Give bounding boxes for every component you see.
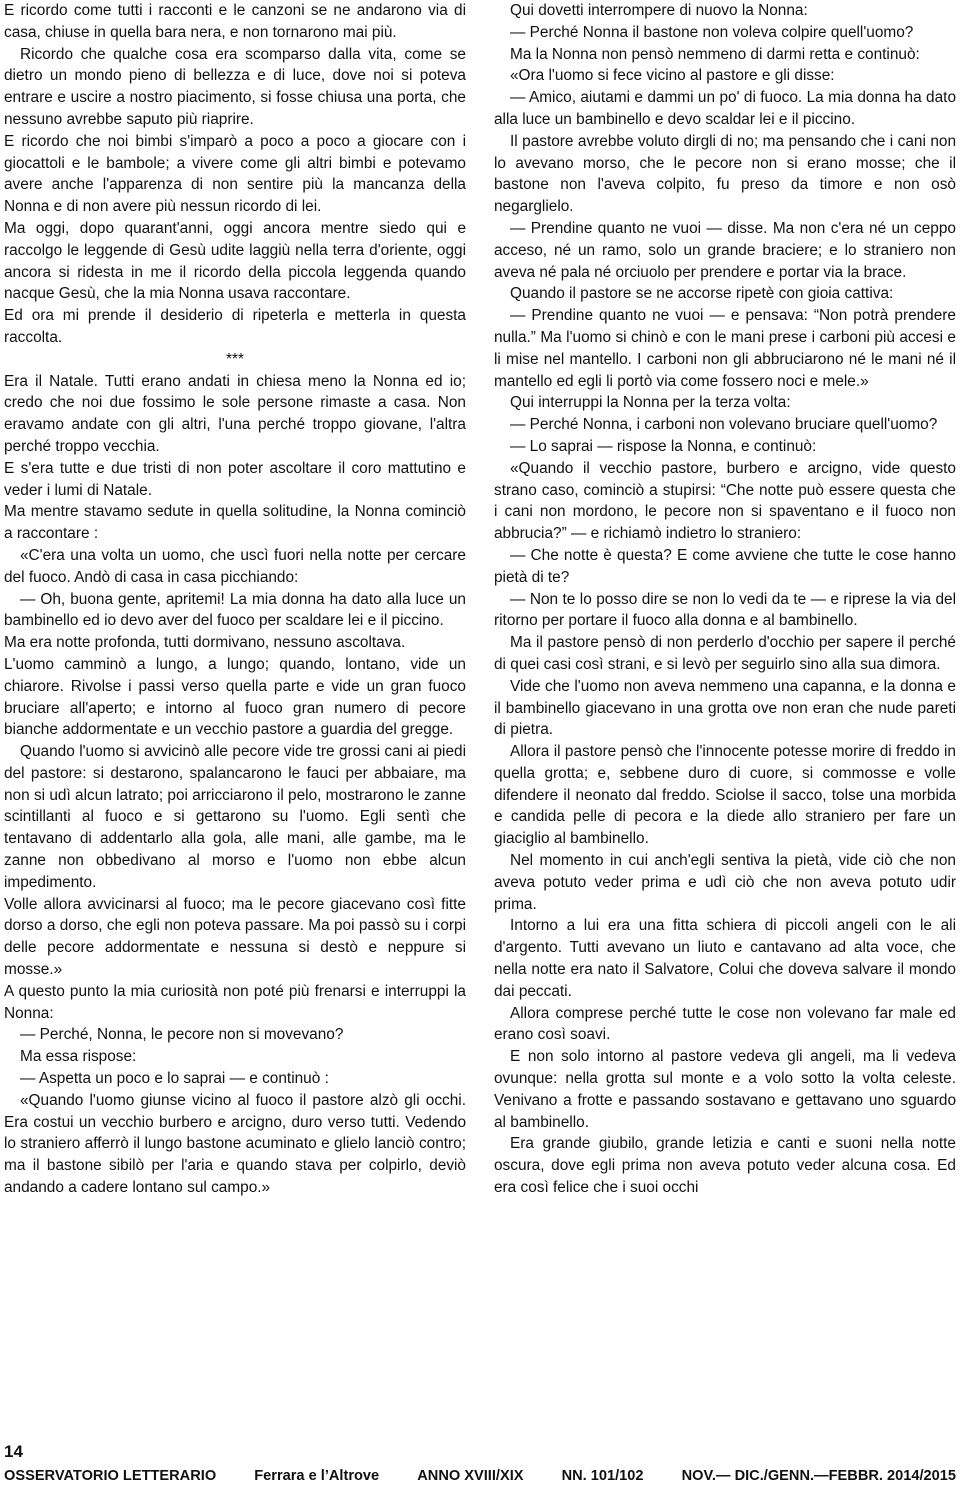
- paragraph: Ma la Nonna non pensò nemmeno di darmi retta e continuò:: [510, 45, 920, 63]
- section-separator: ***: [226, 350, 244, 368]
- paragraph: Ma essa rispose:: [20, 1048, 137, 1066]
- paragraph: E ricordo che noi bimbi s'imparò a poco a poco a giocare con i giocattoli e le bambole; a vivere come gli altri bimbi e potevamo avere anche l'apparenza di non sentire più la mancanza della Nonna e di non avere più nessun ricordo di lei.: [4, 132, 466, 216]
- paragraph: Ma era notte profonda, tutti dormivano, nessuno ascoltava.: [4, 634, 406, 652]
- paragraph: E non solo intorno al pastore vedeva gli angeli, ma li vedeva ovunque: nella grotta sul monte e a volo sotto la volta celeste. Venivano a frotte e passando sostavano e gettavano uno sguardo al bambinello.: [494, 1048, 956, 1131]
- paragraph: Intorno a lui era una fitta schiera di piccoli angeli con le ali d'argento. Tutti avevano un liuto e cantavano ad alta voce, che nella notte era nato il Salvatore, Colui che doveva salvare il mondo dai peccati.: [494, 917, 956, 1000]
- paragraph: Qui interruppi la Nonna per la terza volta:: [510, 394, 791, 412]
- footer-journal-title: OSSERVATORIO LETTERARIO: [4, 1468, 217, 1484]
- paragraph: — Aspetta un poco e lo saprai — e continuò :: [20, 1070, 329, 1088]
- paragraph: — Lo saprai — rispose la Nonna, e continuò:: [510, 437, 817, 455]
- paragraph: Ricordo che qualche cosa era scomparso dalla vita, come se dietro un mondo pieno di bellezza e di luce, dove noi si poteva entrare e uscire a nostro piacimento, si fosse chiusa una porta, che nessuno avrebbe saputo più riaprire.: [4, 45, 466, 128]
- footer-issue: NN. 101/102: [561, 1468, 644, 1484]
- paragraph: E s'era tutte e due tristi di non poter ascoltare il coro mattutino e veder i lumi di Natale.: [4, 459, 466, 499]
- paragraph: Il pastore avrebbe voluto dirgli di no; ma pensando che i cani non lo avevano morso, che le pecore non si erano mosse; che il bastone non l'aveva colpito, fu preso da timore e non osò negarglielo.: [494, 132, 956, 216]
- footer-date: NOV.— DIC./GENN.—FEBBR. 2014/2015: [681, 1468, 956, 1484]
- paragraph: A questo punto la mia curiosità non poté più frenarsi e interruppi la Nonna:: [4, 982, 466, 1022]
- page-number: 14: [4, 1442, 23, 1461]
- paragraph: Allora comprese perché tutte le cose non volevano far male ed erano così soavi.: [494, 1004, 956, 1044]
- paragraph: Era il Natale. Tutti erano andati in chiesa meno la Nonna ed io; credo che noi due fossimo le sole persone rimaste a casa. Non eravamo andate con gli altri, l'una perché troppo giovane, l'altra perché troppo vecchia.: [4, 372, 466, 455]
- paragraph: Era grande giubilo, grande letizia e canti e suoni nella notte oscura, dove egli prima non aveva potuto veder alcuna cosa. Ed era così felice che i suoi occhi: [494, 1135, 956, 1197]
- paragraph: Qui dovetti interrompere di nuovo la Nonna:: [510, 2, 808, 19]
- page-footer: [4, 1466, 956, 1486]
- right-text-column: [494, 0, 956, 1199]
- paragraph: — Perché Nonna, i carboni non volevano bruciare quell'uomo?: [510, 416, 938, 434]
- paragraph: Ma il pastore pensò di non perderlo d'occhio per sapere il perché di quei casi così strani, e si levò per seguirlo sino alla sua dimora.: [494, 634, 956, 673]
- paragraph: Ma mentre stavamo sedute in quella solitudine, la Nonna cominciò a raccontare :: [4, 503, 466, 543]
- paragraph: E ricordo come tutti i racconti e le canzoni se ne andarono via di casa, chiuse in quella bara nera, e non tornarono mai più.: [4, 2, 466, 41]
- paragraph: Ed ora mi prende il desiderio di ripeterla e metterla in questa raccolta.: [4, 307, 466, 346]
- paragraph: «C'era una volta un uomo, che uscì fuori nella notte per cercare del fuoco. Andò di casa in casa picchiando:: [4, 546, 466, 586]
- left-text-column: [4, 0, 466, 1199]
- paragraph: «Ora l'uomo si fece vicino al pastore e gli disse:: [510, 67, 835, 85]
- paragraph: «Quando il vecchio pastore, burbero e arcigno, vide questo strano caso, cominciò a stupirsi: “Che notte può essere questa che i cani non mordono, le pecore non si spaventano e il fuoco non abbrucia?” — e richiamò indietro lo straniero:: [494, 459, 956, 543]
- paragraph: «Quando l'uomo giunse vicino al fuoco il pastore alzò gli occhi. Era costui un vecchio burbero e arcigno, duro verso tutti. Vedendo lo straniero afferrò il lungo bastone acuminato e glielo lanciò contro; ma il bastone sibilò per l'aria e quando stava per colpirlo, deviò andando a cadere lontano sul campo.»: [4, 1091, 466, 1197]
- paragraph: — Prendine quanto ne vuoi — e pensava: “Non potrà prendere nulla.” Ma l'uomo si chinò e con le mani prese i carboni più accesi e li mise nel mantello. I carboni non gli abbruciarono né le mani né il mantello ed egli li portò via come fossero noci e mele.»: [494, 307, 956, 390]
- paragraph: — Oh, buona gente, apritemi! La mia donna ha dato alla luce un bambinello ed io devo aver del fuoco per scaldare lei e il piccino.: [4, 590, 466, 630]
- paragraph: Ma oggi, dopo quarant'anni, oggi ancora mentre siedo qui e raccolgo le leggende di Gesù udite laggiù nella terra d'oriente, oggi ancora si ridesta in me il ricordo della piccola leggenda quando nacque Gesù, che la mia Nonna usava raccontare.: [4, 219, 466, 303]
- paragraph: Allora il pastore pensò che l'innocente potesse morire di freddo in quella grotta; e, sebbene duro di cuore, si commosse e volle difendere il neonato dal freddo. Sciolse il sacco, tolse una morbida e candida pelle di pecora e la diede allo straniero per fare un giaciglio al bambinello.: [494, 743, 956, 848]
- footer-volume: ANNO XVIII/XIX: [417, 1468, 524, 1484]
- paragraph: Quando il pastore se ne accorse ripetè con gioia cattiva:: [510, 285, 894, 303]
- paragraph: Vide che l'uomo non aveva nemmeno una capanna, e la donna e il bambinello giacevano in una grotta ove non eran che nude pareti di pietra.: [494, 677, 956, 739]
- footer-place: Ferrara e l’Altrove: [254, 1468, 380, 1484]
- paragraph: — Amico, aiutami e dammi un po' di fuoco. La mia donna ha dato alla luce un bambinello e devo scaldar lei e il piccino.: [494, 89, 956, 128]
- paragraph: — Prendine quanto ne vuoi — disse. Ma non c'era né un ceppo acceso, né un ramo, solo un grande braciere; e lo straniero non aveva né pala né orciuolo per prendere e portar via la brace.: [494, 219, 956, 281]
- paragraph: Volle allora avvicinarsi al fuoco; ma le pecore giacevano così fitte dorso a dorso, che egli non poteva passare. Ma poi passò su i corpi delle pecore addormentate e nessuna si destò e neppure si mosse.»: [4, 895, 466, 979]
- paragraph: — Perché, Nonna, le pecore non si movevano?: [20, 1026, 344, 1044]
- paragraph: — Perché Nonna il bastone non voleva colpire quell'uomo?: [510, 23, 914, 41]
- paragraph: L'uomo camminò a lungo, a lungo; quando, lontano, vide un chiarore. Rivolse i passi verso quella parte e vide un gran fuoco bruciare all'aperto; e intorno al fuoco gran numero di pecore bianche addormentate e un vecchio pastore a guardia del gregge.: [4, 655, 466, 739]
- paragraph: — Che notte è questa? E come avviene che tutte le cose hanno pietà di te?: [494, 546, 956, 586]
- paragraph: — Non te lo posso dire se non lo vedi da te — e riprese la via del ritorno per portare il fuoco alla donna e al bambinello.: [494, 590, 956, 630]
- paragraph: Nel momento in cui anch'egli sentiva la pietà, vide ciò che non aveva potuto veder prima e udì ciò che non aveva potuto udir prima.: [494, 852, 956, 913]
- paragraph: Quando l'uomo si avvicinò alle pecore vide tre grossi cani ai piedi del pastore: si destarono, spalancarono le fauci per abbaiare, ma non si udì alcun latrato; poi arricciarono il pelo, mostrarono le zanne scintillanti al fuoco e si gettarono su l'uomo. Egli sentì che tentavano di addentarlo alla gola, alle mani, alle gambe, ma le zanne non obbedivano al morso e l'uomo non ebbe alcun impedimento.: [4, 743, 466, 891]
